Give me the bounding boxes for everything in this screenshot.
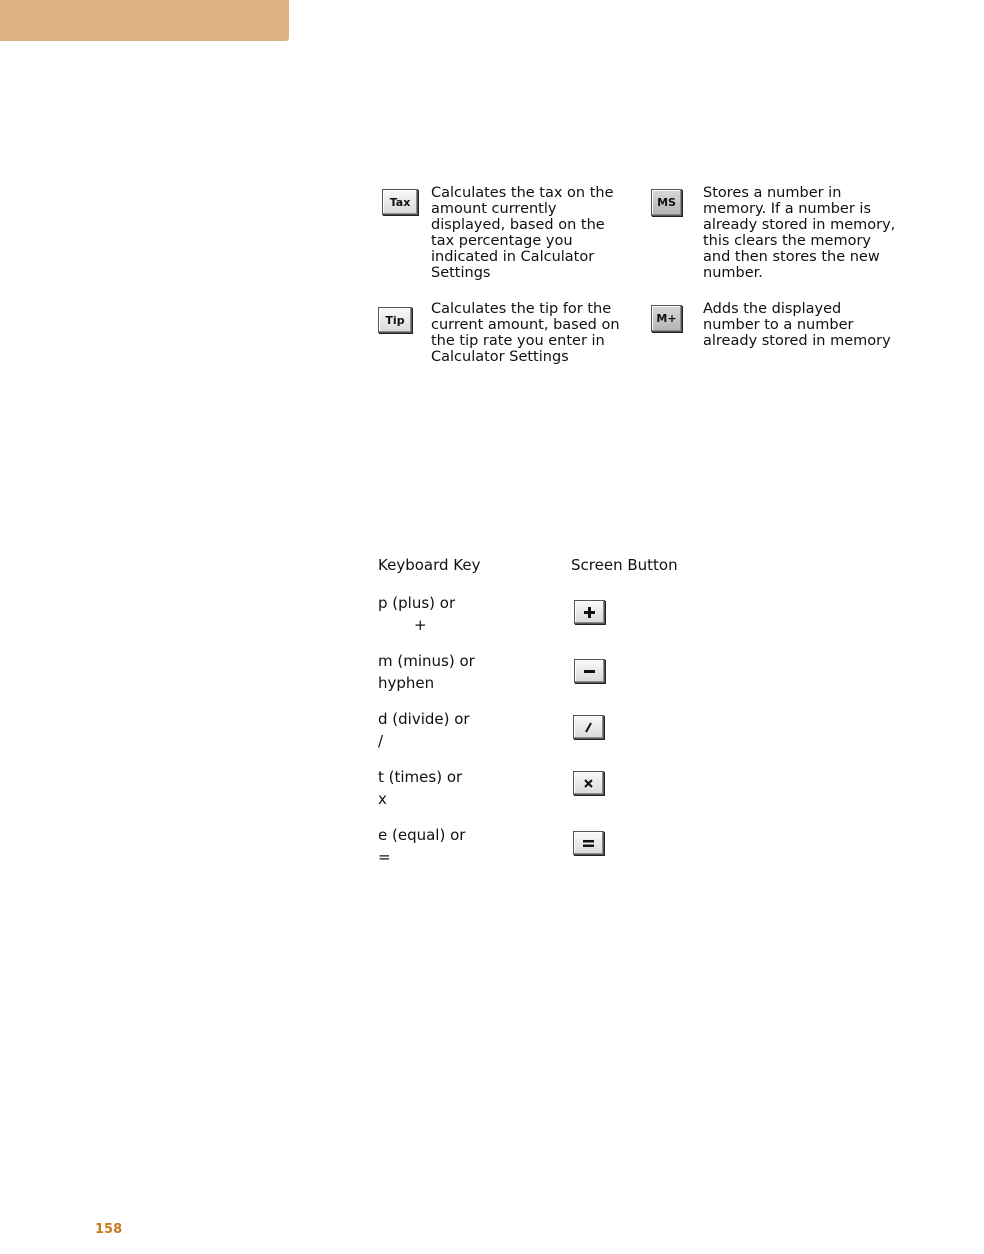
equals-key-line2: = (378, 848, 391, 866)
plus-icon (574, 600, 605, 624)
divide-key-line1: d (divide) or (378, 710, 470, 728)
m-plus-description: Adds the displayed number to a number already stored in memory (703, 301, 891, 349)
minus-icon (574, 659, 605, 683)
ms-description: Stores a number in memory. If a number is already stored in memory, this clears the memory and then stores the new number. (703, 185, 896, 281)
divide-icon (573, 715, 604, 739)
tax-button-label: Tax (389, 195, 411, 209)
m-plus-button-label: M+ (656, 312, 677, 325)
keyboard-key-header: Keyboard Key (378, 556, 481, 574)
tax-description: Calculates the tax on the amount currently displayed, based on the tax percentage you indicated in Calculator Settings (431, 185, 614, 281)
plus-key-line1: p (plus) or (378, 594, 456, 612)
minus-key-line1: m (minus) or (378, 652, 475, 670)
tip-button-icon (378, 307, 412, 333)
m-plus-button-icon (651, 305, 682, 332)
page-number: 158 (95, 1222, 123, 1237)
plus-key-line2: + (414, 616, 427, 634)
equals-icon (573, 831, 604, 855)
tip-description: Calculates the tip for the current amount, based on the tip rate you enter in Calculator Settings (431, 301, 620, 365)
tip-button-label: Tip (385, 313, 405, 327)
times-icon (573, 771, 604, 795)
minus-key-line2: hyphen (378, 674, 435, 692)
tax-button-icon (382, 189, 418, 215)
equals-key-line1: e (equal) or (378, 826, 466, 844)
divide-key-line2: / (378, 732, 384, 750)
times-key-line2: x (378, 790, 387, 808)
times-key-line1: t (times) or (378, 768, 463, 786)
header-color-band (0, 0, 289, 41)
ms-button-label: MS (657, 196, 676, 209)
screen-button-header: Screen Button (571, 556, 678, 574)
ms-button-icon (651, 189, 682, 216)
